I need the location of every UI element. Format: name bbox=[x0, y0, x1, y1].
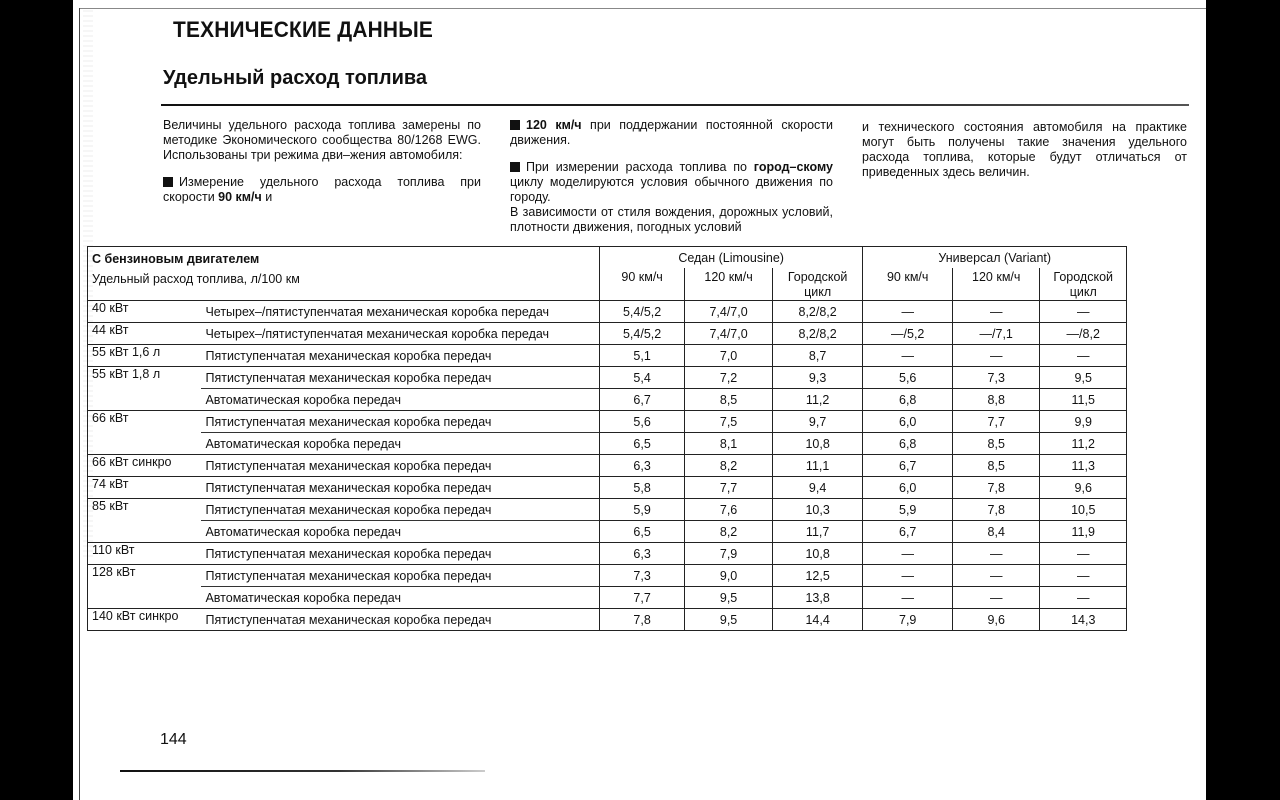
value-cell: 7,3 bbox=[599, 565, 684, 587]
value-cell: 12,5 bbox=[772, 565, 863, 587]
bullet-city bbox=[510, 160, 833, 205]
gearbox-cell: Пятиступенчатая механическая коробка передач bbox=[201, 543, 599, 565]
table-title: С бензиновым двигателем bbox=[92, 252, 260, 266]
value-cell: 11,3 bbox=[1040, 455, 1127, 477]
engine-cell: 128 кВт bbox=[88, 565, 202, 587]
value-cell: 5,4/5,2 bbox=[599, 323, 684, 345]
table-row bbox=[88, 455, 1127, 477]
value-cell: 8,2 bbox=[685, 521, 773, 543]
table-row bbox=[88, 323, 1127, 345]
gearbox-cell: Пятиступенчатая механическая коробка передач bbox=[201, 609, 599, 631]
engine-cell: 140 кВт синкро bbox=[88, 609, 202, 631]
value-cell: 8,5 bbox=[952, 455, 1040, 477]
value-cell: 10,3 bbox=[772, 499, 863, 521]
value-cell: 7,8 bbox=[599, 609, 684, 631]
value-cell: 11,7 bbox=[772, 521, 863, 543]
value-cell: 7,8 bbox=[952, 477, 1040, 499]
intro-column-2 bbox=[510, 118, 833, 235]
value-cell: — bbox=[1040, 565, 1127, 587]
value-cell: 7,4/7,0 bbox=[685, 301, 773, 323]
engine-cell: 44 кВт bbox=[88, 323, 202, 345]
gearbox-cell: Четырех–/пятиступенчатая механическая коробка передач bbox=[201, 323, 599, 345]
value-cell: — bbox=[1040, 587, 1127, 609]
engine-cell: 74 кВт bbox=[88, 477, 202, 499]
engine-cell bbox=[88, 521, 202, 543]
column-header: 90 км/ч bbox=[863, 268, 953, 301]
subsection-title: Удельный расход топлива bbox=[163, 67, 428, 89]
intro-paragraph: Величины удельного расхода топлива замерены по методике Экономического сообщества 80/1268 EWG. Использованы три режима дви–жения автомобиля: bbox=[163, 118, 481, 162]
value-cell: 5,6 bbox=[863, 367, 953, 389]
value-cell: — bbox=[952, 301, 1040, 323]
value-cell: — bbox=[863, 301, 953, 323]
bullet-bold: 90 км/ч bbox=[218, 190, 262, 204]
bullet-90 bbox=[163, 175, 481, 205]
value-cell: 14,3 bbox=[1040, 609, 1127, 631]
value-cell: 11,2 bbox=[772, 389, 863, 411]
value-cell: 7,9 bbox=[685, 543, 773, 565]
value-cell: 8,5 bbox=[952, 433, 1040, 455]
value-cell: 6,7 bbox=[863, 521, 953, 543]
group-header-variant: Универсал (Variant) bbox=[863, 247, 1127, 269]
value-cell: 6,0 bbox=[863, 411, 953, 433]
value-cell: 9,9 bbox=[1040, 411, 1127, 433]
value-cell: 9,6 bbox=[1040, 477, 1127, 499]
gearbox-cell: Автоматическая коробка передач bbox=[201, 389, 599, 411]
engine-cell: 66 кВт bbox=[88, 411, 202, 433]
value-cell: —/5,2 bbox=[863, 323, 953, 345]
table-units: Удельный расход топлива, л/100 км bbox=[92, 272, 300, 286]
value-cell: 6,8 bbox=[863, 389, 953, 411]
engine-cell bbox=[88, 433, 202, 455]
value-cell: — bbox=[952, 587, 1040, 609]
value-cell: 9,5 bbox=[1040, 367, 1127, 389]
bullet-text: При измерении расхода топлива по bbox=[526, 160, 754, 174]
engine-cell: 40 кВт bbox=[88, 301, 202, 323]
value-cell: 6,7 bbox=[599, 389, 684, 411]
bullet-tail: циклу моделируются условия обычного движения по городу. bbox=[510, 175, 833, 204]
value-cell: 8,4 bbox=[952, 521, 1040, 543]
table-header-caption bbox=[88, 247, 600, 301]
gearbox-cell: Пятиступенчатая механическая коробка передач bbox=[201, 411, 599, 433]
column-header: Городской цикл bbox=[1040, 268, 1127, 301]
value-cell: 8,5 bbox=[685, 389, 773, 411]
column-header: 120 км/ч bbox=[952, 268, 1040, 301]
intro-column-1 bbox=[163, 118, 481, 205]
gearbox-cell: Четырех–/пятиступенчатая механическая коробка передач bbox=[201, 301, 599, 323]
engine-cell bbox=[88, 389, 202, 411]
table-row bbox=[88, 477, 1127, 499]
value-cell: 11,9 bbox=[1040, 521, 1127, 543]
value-cell: 7,4/7,0 bbox=[685, 323, 773, 345]
value-cell: 9,0 bbox=[685, 565, 773, 587]
value-cell: 6,8 bbox=[863, 433, 953, 455]
value-cell: — bbox=[1040, 543, 1127, 565]
table-row bbox=[88, 345, 1127, 367]
bullet-square-icon bbox=[510, 120, 520, 130]
value-cell: 10,8 bbox=[772, 543, 863, 565]
gearbox-cell: Пятиступенчатая механическая коробка передач bbox=[201, 477, 599, 499]
bullet-bold: город–скому bbox=[753, 160, 833, 174]
intro-paragraph: В зависимости от стиля вождения, дорожных условий, плотности движения, погодных условий bbox=[510, 205, 833, 234]
table-row bbox=[88, 521, 1127, 543]
value-cell: 6,7 bbox=[863, 455, 953, 477]
intro-column-3 bbox=[862, 120, 1187, 192]
value-cell: 7,5 bbox=[685, 411, 773, 433]
table-row bbox=[88, 411, 1127, 433]
table-body bbox=[88, 301, 1127, 631]
value-cell: 5,1 bbox=[599, 345, 684, 367]
bullet-tail: и bbox=[261, 190, 273, 204]
value-cell: 7,2 bbox=[685, 367, 773, 389]
page-left-border bbox=[79, 8, 80, 800]
value-cell: 6,3 bbox=[599, 455, 684, 477]
value-cell: — bbox=[863, 565, 953, 587]
bullet-square-icon bbox=[510, 162, 520, 172]
value-cell: 6,5 bbox=[599, 521, 684, 543]
value-cell: 6,5 bbox=[599, 433, 684, 455]
value-cell: — bbox=[952, 565, 1040, 587]
table-row bbox=[88, 499, 1127, 521]
value-cell: 7,3 bbox=[952, 367, 1040, 389]
gearbox-cell: Пятиступенчатая механическая коробка передач bbox=[201, 565, 599, 587]
engine-cell: 55 кВт 1,6 л bbox=[88, 345, 202, 367]
value-cell: —/8,2 bbox=[1040, 323, 1127, 345]
table-row bbox=[88, 587, 1127, 609]
value-cell: 7,6 bbox=[685, 499, 773, 521]
value-cell: 7,7 bbox=[599, 587, 684, 609]
value-cell: 7,7 bbox=[685, 477, 773, 499]
value-cell: 8,8 bbox=[952, 389, 1040, 411]
gearbox-cell: Пятиступенчатая механическая коробка передач bbox=[201, 499, 599, 521]
value-cell: 6,0 bbox=[863, 477, 953, 499]
table-row bbox=[88, 389, 1127, 411]
title-divider bbox=[161, 104, 1189, 106]
footer-divider bbox=[120, 770, 485, 772]
group-header-sedan: Седан (Limousine) bbox=[599, 247, 863, 269]
bullet-text: Измерение удельного расхода топлива при скорости bbox=[163, 175, 481, 204]
value-cell: 10,5 bbox=[1040, 499, 1127, 521]
value-cell: 7,9 bbox=[863, 609, 953, 631]
value-cell: — bbox=[863, 543, 953, 565]
engine-cell: 55 кВт 1,8 л bbox=[88, 367, 202, 389]
table-row bbox=[88, 543, 1127, 565]
table-row bbox=[88, 609, 1127, 631]
section-title: ТЕХНИЧЕСКИЕ ДАННЫЕ bbox=[173, 17, 434, 42]
column-header: 90 км/ч bbox=[599, 268, 684, 301]
engine-cell bbox=[88, 587, 202, 609]
gearbox-cell: Пятиступенчатая механическая коробка передач bbox=[201, 345, 599, 367]
value-cell: — bbox=[952, 345, 1040, 367]
gearbox-cell: Автоматическая коробка передач bbox=[201, 433, 599, 455]
table-row bbox=[88, 367, 1127, 389]
value-cell: — bbox=[952, 543, 1040, 565]
engine-cell: 85 кВт bbox=[88, 499, 202, 521]
value-cell: 5,4 bbox=[599, 367, 684, 389]
value-cell: 5,9 bbox=[599, 499, 684, 521]
bullet-bold: 120 км/ч bbox=[526, 118, 582, 132]
value-cell: 8,2/8,2 bbox=[772, 301, 863, 323]
value-cell: 5,8 bbox=[599, 477, 684, 499]
value-cell: 9,3 bbox=[772, 367, 863, 389]
value-cell: — bbox=[1040, 345, 1127, 367]
value-cell: 8,2/8,2 bbox=[772, 323, 863, 345]
value-cell: 14,4 bbox=[772, 609, 863, 631]
column-header: Городской цикл bbox=[772, 268, 863, 301]
value-cell: 5,6 bbox=[599, 411, 684, 433]
value-cell: 9,5 bbox=[685, 609, 773, 631]
value-cell: 11,1 bbox=[772, 455, 863, 477]
value-cell: 7,8 bbox=[952, 499, 1040, 521]
page-top-border bbox=[79, 8, 1206, 9]
engine-cell: 110 кВт bbox=[88, 543, 202, 565]
gearbox-cell: Пятиступенчатая механическая коробка передач bbox=[201, 455, 599, 477]
value-cell: — bbox=[1040, 301, 1127, 323]
value-cell: 7,0 bbox=[685, 345, 773, 367]
intro-paragraph: и технического состояния автомобиля на практике могут быть получены такие значения удельного расхода топлива, которые будут отличаться от приведенных здесь величин. bbox=[862, 120, 1187, 179]
value-cell: 8,7 bbox=[772, 345, 863, 367]
table-row bbox=[88, 301, 1127, 323]
value-cell: 9,5 bbox=[685, 587, 773, 609]
page-number: 144 bbox=[160, 731, 187, 748]
bullet-square-icon bbox=[163, 177, 173, 187]
column-header: 120 км/ч bbox=[685, 268, 773, 301]
fuel-consumption-table bbox=[87, 246, 1127, 631]
gearbox-cell: Автоматическая коробка передач bbox=[201, 521, 599, 543]
value-cell: — bbox=[863, 587, 953, 609]
bullet-text: при поддержании постоянной скорости движения. bbox=[510, 118, 834, 147]
value-cell: 8,1 bbox=[685, 433, 773, 455]
value-cell: 11,2 bbox=[1040, 433, 1127, 455]
value-cell: 13,8 bbox=[772, 587, 863, 609]
value-cell: 9,4 bbox=[772, 477, 863, 499]
value-cell: 6,3 bbox=[599, 543, 684, 565]
gearbox-cell: Автоматическая коробка передач bbox=[201, 587, 599, 609]
engine-cell: 66 кВт синкро bbox=[88, 455, 202, 477]
value-cell: 7,7 bbox=[952, 411, 1040, 433]
value-cell: 5,9 bbox=[863, 499, 953, 521]
table-row bbox=[88, 565, 1127, 587]
value-cell: 5,4/5,2 bbox=[599, 301, 684, 323]
value-cell: 8,2 bbox=[685, 455, 773, 477]
table-row bbox=[88, 433, 1127, 455]
value-cell: 11,5 bbox=[1040, 389, 1127, 411]
value-cell: —/7,1 bbox=[952, 323, 1040, 345]
value-cell: — bbox=[863, 345, 953, 367]
value-cell: 9,6 bbox=[952, 609, 1040, 631]
value-cell: 9,7 bbox=[772, 411, 863, 433]
bullet-120 bbox=[510, 118, 833, 148]
value-cell: 10,8 bbox=[772, 433, 863, 455]
gearbox-cell: Пятиступенчатая механическая коробка передач bbox=[201, 367, 599, 389]
